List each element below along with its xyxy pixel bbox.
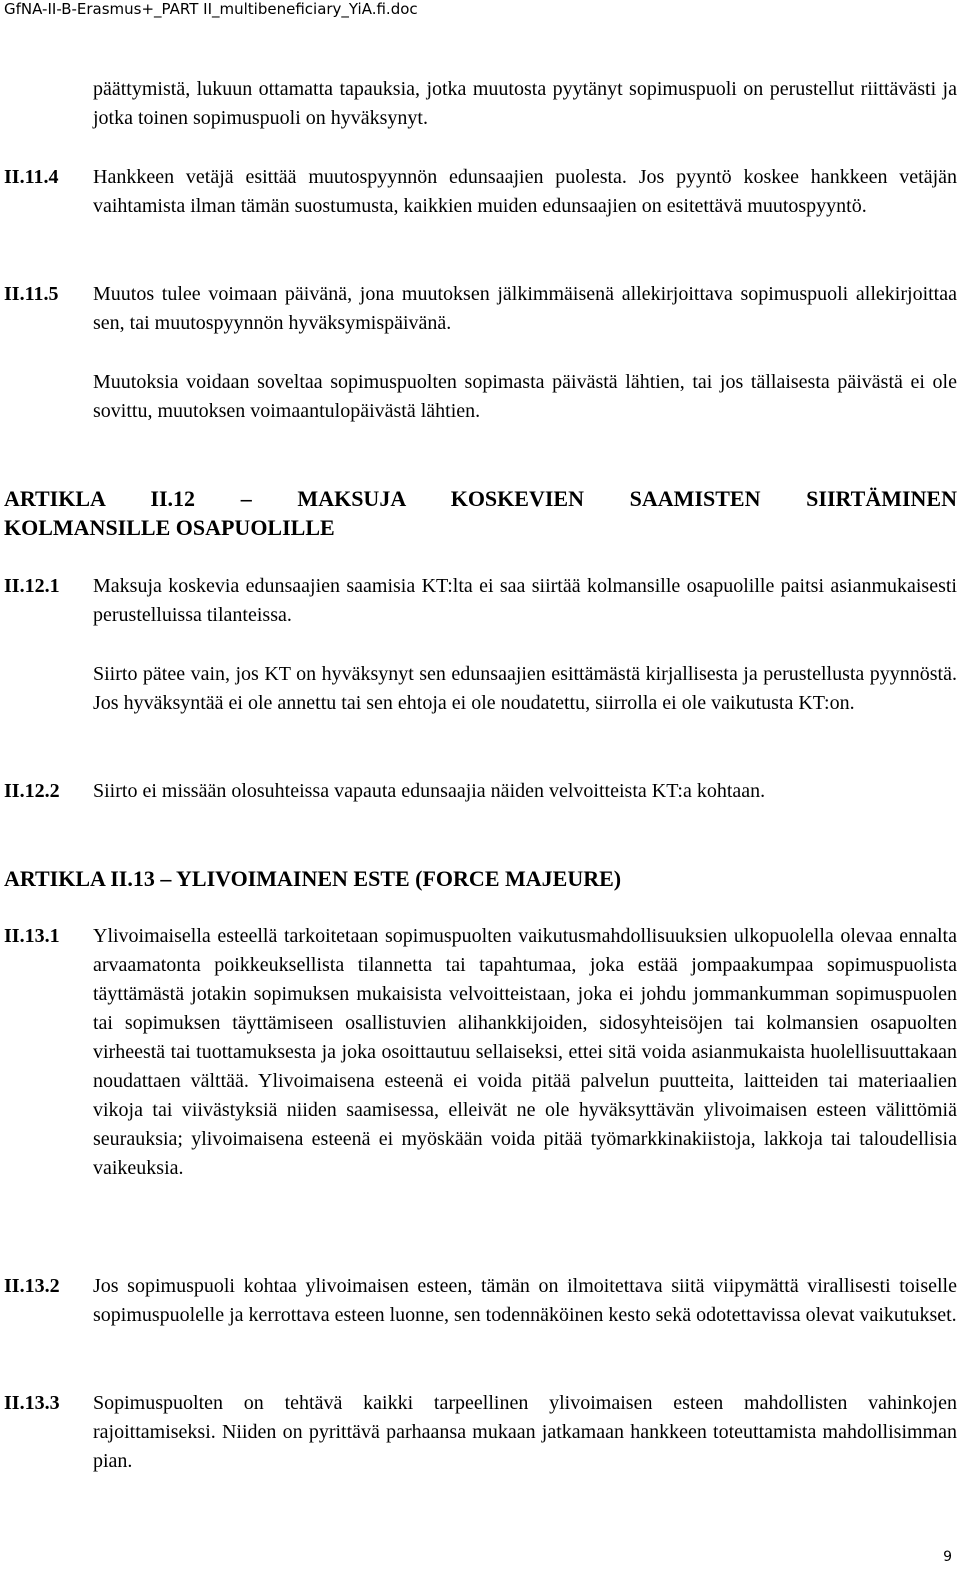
clause-text-II-12-1b: Siirto pätee vain, jos KT on hyväksynyt sen edunsaajien esittämästä kirjallisesta ja perustellusta pyynnöstä. Jos hyväksyntää ei ole annettu tai sen ehtoja ei ole noudatettu, siirrolla ei ole vaikutusta KT:on. xyxy=(93,663,957,714)
clause-text-II-11-5b: Muutoksia voidaan soveltaa sopimuspuolten sopimasta päivästä lähtien, tai jos tällaisesta päivästä ei ole sovittu, muutoksen voimaantulopäivästä lähtien. xyxy=(93,371,957,422)
clause-text-II-11-4: Hankkeen vetäjä esittää muutospyynnön edunsaajien puolesta. Jos pyyntö koskee hankkeen vetäjän vaihtamista ilman tämän suostumusta, kaikkien muiden edunsaajien on esitettävä muutospyyntö. xyxy=(93,166,957,217)
clause-text-II-12-2: Siirto ei missään olosuhteissa vapauta edunsaajia näiden velvoitteista KT:a kohtaan. xyxy=(93,780,766,802)
paragraph-continuation: päättymistä, lukuun ottamatta tapauksia, jotka muutosta pyytänyt sopimuspuoli on perustellut riittävästi ja jotka toinen sopimuspuoli on hyväksynyt. xyxy=(93,78,957,129)
clause-text-II-13-3: Sopimuspuolten on tehtävä kaikki tarpeellinen ylivoimaisen esteen mahdollisten vahinkojen rajoittamiseksi. Niiden on pyrittävä parhaansa mukaan jatkamaan hankkeen toteuttamista mahdollisimman pian. xyxy=(93,1392,957,1472)
article-heading-II-13: ARTIKLA II.13 – YLIVOIMAINEN ESTE (FORCE MAJEURE) xyxy=(4,866,622,891)
clause-number-II-12-1: II.12.1 xyxy=(4,575,60,597)
clause-text-II-12-1a: Maksuja koskevia edunsaajien saamisia KT:lta ei saa siirtää kolmansille osapuolille paitsi asianmukaisesti perustelluissa tilanteissa. xyxy=(93,575,957,626)
clause-number-II-13-3: II.13.3 xyxy=(4,1392,60,1414)
clause-text-II-13-1: Ylivoimaisella esteellä tarkoitetaan sopimuspuolten vaikutusmahdollisuuksien ulkopuolella olevaa ennalta arvaamatonta poikkeuksellista tilannetta tai tapahtumaa, joka estää jompaakumpaa sopimuspuolista täyttämästä jotakin sopimuksen mukaisista velvoitteistaan, joka ei johdu jommankumman sopimuspuolen tai sopimuksen täyttämiseen osallistuvien alihankkijoiden, sidosyhteisöjen tai kolmansien osapuolten virheestä tai tuottamuksesta ja joka osoittautuu sellaiseksi, ettei sitä voida asianmukaista huolellisuuttakaan noudattaen välttää. Ylivoimaisena esteenä ei voida pitää palvelun puutteita, laitteiden tai materiaalien vikoja tai viivästyksiä niiden saamisessa, elleivät ne ole hyväksyttävän ylivoimaisen esteen välittömiä seurauksia; ylivoimaisena esteenä ei myöskään voida pitää työmarkkinakiistoja, lakkoja tai taloudellisia vaikeuksia. xyxy=(93,925,957,1179)
clause-number-II-13-1: II.13.1 xyxy=(4,925,60,947)
page-number: 9 xyxy=(943,1549,952,1565)
document-filename: GfNA-II-B-Erasmus+_PART II_multibeneficiary_YiA.fi.doc xyxy=(4,0,418,18)
article-heading-II-12-line1: ARTIKLA II.12 – MAKSUJA KOSKEVIEN SAAMISTEN SIIRTÄMINEN xyxy=(4,486,957,511)
clause-number-II-13-2: II.13.2 xyxy=(4,1275,60,1297)
clause-text-II-13-2: Jos sopimuspuoli kohtaa ylivoimaisen esteen, tämän on ilmoitettava siitä viipymättä virallisesti toiselle sopimuspuolelle ja kerrottava esteen luonne, sen todennäköinen kesto sekä odotettavissa olevat vaikutukset. xyxy=(93,1275,957,1326)
clause-text-II-11-5a: Muutos tulee voimaan päivänä, jona muutoksen jälkimmäisenä allekirjoittava sopimuspuoli allekirjoittaa sen, tai muutospyynnön hyväksymispäivänä. xyxy=(93,283,957,334)
article-heading-II-12-line2: KOLMANSILLE OSAPUOLILLE xyxy=(4,515,335,540)
clause-number-II-11-4: II.11.4 xyxy=(4,166,59,188)
clause-number-II-12-2: II.12.2 xyxy=(4,780,60,802)
clause-number-II-11-5: II.11.5 xyxy=(4,283,59,305)
